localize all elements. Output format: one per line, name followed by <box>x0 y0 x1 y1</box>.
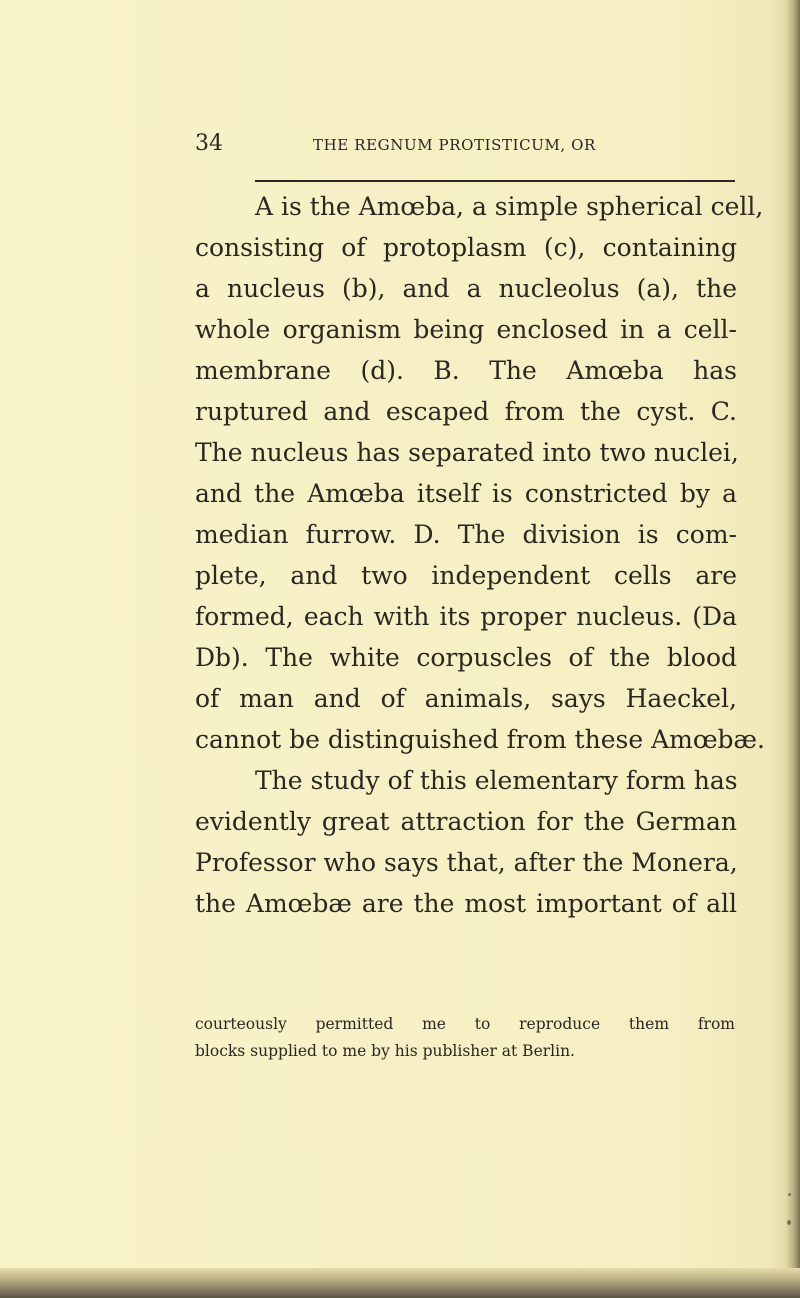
running-head: THE REGNUM PROTISTICUM, OR <box>313 136 596 154</box>
page-header <box>195 131 735 157</box>
text-line: A is the Amœba, a simple spherical cell, <box>255 192 764 221</box>
header-rule <box>255 180 735 182</box>
footnote <box>195 1011 735 1065</box>
text-line: and the Amœba itself is constricted by a <box>195 479 737 508</box>
text-line: Professor who says that, after the Monera, <box>195 848 738 877</box>
text-line: membrane (d). B. The Amœba has <box>195 356 737 385</box>
page-bottom-edge <box>0 1268 800 1298</box>
text-line: a nucleus (b), and a nucleolus (a), the <box>195 274 737 303</box>
text-line: formed, each with its proper nucleus. (Da <box>195 602 737 631</box>
text-line: the Amœbæ are the most important of all <box>195 889 737 918</box>
text-line: consisting of protoplasm (c), containing <box>195 233 737 262</box>
text-line: Db). The white corpuscles of the blood <box>195 643 737 672</box>
footnote-line: blocks supplied to me by his publisher at Berlin. <box>195 1042 575 1060</box>
text-line: of man and of animals, says Haeckel, <box>195 684 737 713</box>
text-line: whole organism being enclosed in a cell- <box>195 315 737 344</box>
page-number: 34 <box>195 131 223 156</box>
text-line: ruptured and escaped from the cyst. C. <box>195 397 737 426</box>
text-line: plete, and two independent cells are <box>195 561 737 590</box>
text-line: evidently great attraction for the German <box>195 807 737 836</box>
paper-speck <box>788 1193 791 1196</box>
text-line: cannot be distinguished from these Amœbæ. <box>195 725 765 754</box>
footnote-line: courteously permitted me to reproduce them from <box>195 1015 735 1033</box>
paper-speck <box>787 1220 791 1225</box>
body-paragraph <box>195 186 765 924</box>
text-line: median furrow. D. The division is com- <box>195 520 737 549</box>
text-line: The nucleus has separated into two nuclei, <box>195 438 739 467</box>
page-edge-shadow <box>786 0 800 1298</box>
text-line: The study of this elementary form has <box>255 766 738 795</box>
